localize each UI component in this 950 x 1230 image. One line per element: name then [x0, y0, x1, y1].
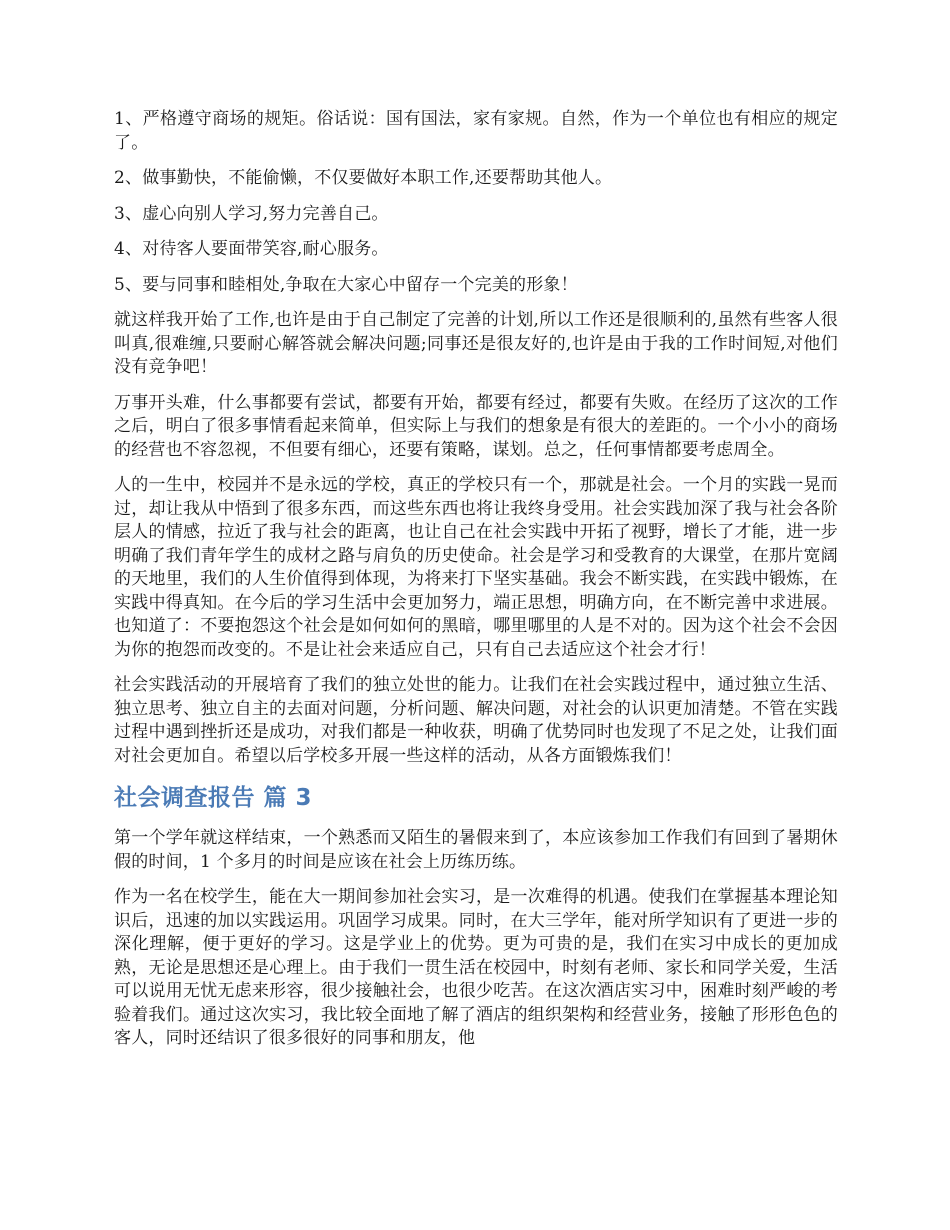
paragraph: 人的一生中，校园并不是永远的学校，真正的学校只有一个，那就是社会。一个月的实践一晃而过，却让我从中悟到了很多东西，而这些东西也将让我终身受用。社会实践加深了我与社会各阶层人的情感，拉近了我与社会的距离，也让自己在社会实践中开拓了视野，增长了才能，进一步明确了我们青年学生的成材之路与肩负的历史使命。社会是学习和受教育的大课堂，在那片宽阔的天地里，我们的人生价值得到体现，为将来打下坚实基础。我会不断实践，在实践中锻炼，在实践中得真知。在今后的学习生活中会更加努力，端正思想，明确方向，在不断完善中求进展。也知道了：不要抱怨这个社会是如何如何的黑暗，哪里哪里的人是不对的。因为这个社会不会因为你的抱怨而改变的。不是让社会来适应自己，只有自己去适应这个社会才行！: [114, 475, 838, 660]
rule-item-4: 4、对待客人要面带笑容,耐心服务。: [114, 239, 389, 259]
rule-item-3: 3、虚心向别人学习,努力完善自己。: [114, 203, 389, 224]
rule-item-2: 2、做事勤快，不能偷懒，不仅要做好本职工作,还要帮助其他人。: [114, 168, 613, 188]
paragraph: 就这样我开始了工作,也许是由于自己制定了完善的计划,所以工作还是很顺利的,虽然有些客人很叫真,很难缠,只要耐心解答就会解决问题;同事还是很友好的,也许是由于我的工作时间短,对他们没有竞争吧！: [114, 310, 838, 377]
paragraph: 万事开头难，什么事都要有尝试，都要有开始，都要有经过，都要有失败。在经历了这次的工作之后，明白了很多事情看起来简单，但实际上与我们的想象是有很大的差距的。一个小小的商场的经营也不容忽视，不但要有细心，还要有策略，谋划。总之，任何事情都要考虑周全。: [114, 392, 838, 460]
paragraph: 第一个学年就这样结束，一个熟悉而又陌生的暑假来到了，本应该参加工作我们有回到了暑期休假的时间，1 个多月的时间是应该在社会上历练历练。: [114, 828, 838, 872]
paragraph: 社会实践活动的开展培育了我们的独立处世的能力。让我们在社会实践过程中，通过独立生活、独立思考、独立自主的去面对问题，分析问题、解决问题，对社会的认识更加清楚。不管在实践过程中遇到挫折还是成功，对我们都是一种收获，明确了优势同时也发现了不足之处，让我们面对社会更加自。希望以后学校多开展一些这样的活动，从各方面锻炼我们！: [114, 675, 838, 766]
rule-item-1: 1、严格遵守商场的规矩。俗话说：国有国法，家有家规。自然，作为一个单位也有相应的规定了。: [114, 109, 838, 153]
paragraph: 作为一名在校学生，能在大一期间参加社会实习，是一次难得的机遇。使我们在掌握基本理论知识后，迅速的加以实践运用。巩固学习成果。同时，在大三学年，能对所学知识有了更进一步的深化理解，便于更好的学习。这是学业上的优势。更为可贵的是，我们在实习中成长的更加成熟，无论是思想还是心理上。由于我们一贯生活在校园中，时刻有老师、家长和同学关爱，生活可以说用无忧无虑来形容，很少接触社会，也很少吃苦。在这次酒店实习中，困难时刻严峻的考验着我们。通过这次实习，我比较全面地了解了酒店的组织架构和经营业务，接触了形形色色的客人，同时还结识了很多很好的同事和朋友，他: [114, 887, 838, 1048]
section-heading: 社会调查报告 篇 3: [114, 785, 313, 811]
rule-item-5: 5、要与同事和睦相处,争取在大家心中留存一个完美的形象！: [114, 274, 578, 295]
document-body: [114, 108, 838, 1063]
